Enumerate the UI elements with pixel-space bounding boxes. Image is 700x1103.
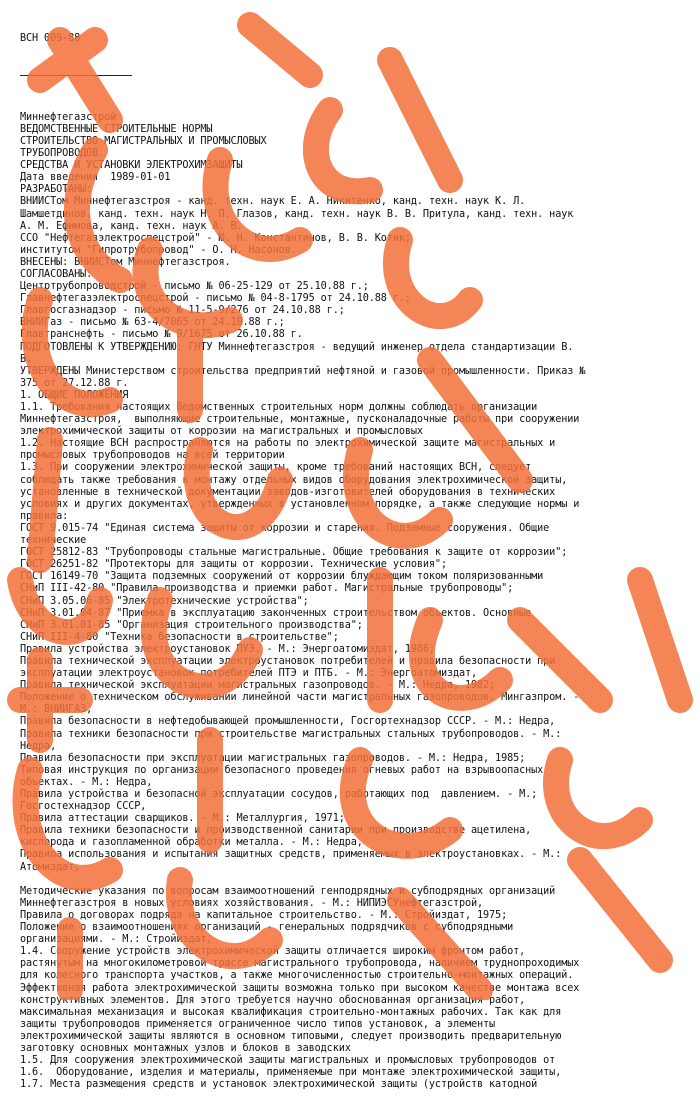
document-line: технические — [20, 535, 87, 547]
document-line: соблюдать также требования к монтажу отдельных видов оборудования электрохимической защиты, — [20, 474, 568, 486]
document-code: ВСН 009-88 — [20, 33, 81, 45]
document-line: УТВЕРЖДЕНЫ Министерством строительства предприятий нефтяной и газовой промышленности. Приказ № — [20, 365, 586, 377]
document-line: эксплуатации электроустановок потребителей ПТЭ и ПТБ. - М.: Энергоатомиздат, — [20, 668, 478, 680]
document-line: объектах. - М.: Недра, — [20, 776, 153, 788]
document-line: организациями. - М.: Стройиздат, — [20, 934, 213, 946]
document-line: Недра, — [20, 740, 57, 752]
document-line: Правила устройства и безопасной эксплуатации сосудов, работающих под давлением. - М.; — [20, 789, 538, 800]
document-line: Главтранснефть - письмо № 9/1675 от 26.10.88 г. — [20, 329, 303, 341]
document-line — [20, 874, 690, 886]
document-body — [20, 112, 690, 1092]
document-line: СНиП 3.05.06-85 "Электротехнические устройства"; — [20, 595, 309, 607]
document-line: ГОСТ 16149-70 "Защита подземных сооружений от коррозии блуждающим током поляризованными — [20, 571, 544, 583]
document-line: промысловых трубопроводов на всей территории — [20, 450, 285, 462]
document-line: Правила аттестации сварщиков. - М.: Металлургия, 1971; — [20, 813, 345, 825]
document-line: Типовая инструкция по организации безопасного проведения огневых работ на взрывоопасных — [20, 764, 544, 776]
document-line: СНиП 3.01.01-85 "Организация строительного производства"; — [20, 619, 363, 631]
document-text — [20, 9, 690, 1103]
document-line: СТРОИТЕЛЬСТВО МАГИСТРАЛЬНЫХ И ПРОМЫСЛОВЫХ — [20, 135, 267, 147]
document-line: Госгостехнадзор СССР, — [20, 801, 147, 813]
document-line: Атомиздат, — [20, 861, 81, 873]
document-line: Шамшетдинов, канд. техн. наук Н. П. Глазов, канд. техн. наук В. В. Притула, канд. техн. наук — [20, 208, 574, 220]
document-line: 1.6. Оборудование, изделия и материалы, применяемые при монтаже электрохимической защиты, — [20, 1067, 562, 1079]
document-line: СОГЛАСОВАНЫ: — [20, 268, 93, 280]
document-line: А. М. Ефимова, канд. техн. наук А. В. — [20, 220, 243, 232]
document-line: СНиП III-42-80 "Правила производства и приемки работ. Магистральные трубопроводы"; — [20, 583, 514, 595]
document-line: 1.5. Для сооружения электрохимической защиты магистральных и промысловых трубопроводов от — [20, 1055, 556, 1067]
document-line: Правила устройства электроустановок ПУЭ. - М.: Энергоатомиздат, 1986; — [20, 643, 435, 655]
document-line: электрохимической защиты являются в основном типовыми, следует производить предварительную — [20, 1030, 562, 1042]
document-line: Главгосгазнадзор - письмо № 11-5-9/276 от 24.10.88 г.; — [20, 305, 345, 317]
document-line: Правила использования и испытания защитных средств, применяемых в электроустановках. - М.: — [20, 849, 562, 861]
document-line: Миннефтегазстрой — [20, 111, 117, 123]
document-line: 1. ОБЩИЕ ПОЛОЖЕНИЯ — [20, 389, 129, 401]
document-line: Дата введения 1989-01-01 — [20, 172, 171, 184]
document-line: СНиП III-4-80 "Техника безопасности в строительстве"; — [20, 631, 339, 643]
document-line: кислорода и газопламенной обработки металла. - М.: Недра, — [20, 837, 363, 849]
document-line: заготовку основных монтажных узлов и блоков в заводских — [20, 1042, 351, 1054]
document-line: ГОСТ 9.015-74 "Единая система защиты от коррозии и старения. Подземные сооружения. Общие — [20, 522, 550, 534]
document-line: Положение о взаимоотношениях организаций - генеральных подрядчиков с субподрядными — [20, 922, 514, 934]
document-line: Эффективная работа электрохимической защиты возможна только при высоком качестве монтажа всех — [20, 982, 580, 994]
document-line: 375 от 27.12.88 г. — [20, 377, 129, 389]
document-line: 1.4. Сооружение устройств электрохимической защиты отличается широким фронтом работ, — [20, 946, 526, 958]
document-line: Правила техники безопасности и производственной санитарии при производстве ацетилена, — [20, 825, 532, 837]
document-line: СНиП 3.01.04-87 "Приемка в эксплуатацию законченных строительством объектов. Основные — [20, 607, 532, 619]
document-line: Методические указания по вопросам взаимоотношений генподрядных и субподрядных организаций — [20, 885, 556, 897]
document-line: институтом "Гипротрубопровод" - О. Н. Насонов. — [20, 244, 297, 256]
document-line: В. — [20, 353, 33, 365]
document-line: ССО "Нефтегазэлектроспецстрой" - Ю. Н. Константинов, В. В. Котик; — [20, 232, 411, 244]
document-line: конструктивных элементов. Для этого требуется научно обоснованная организация работ, — [20, 994, 526, 1006]
document-line: РАЗРАБОТАНЫ: — [20, 184, 93, 196]
document-line: правила: — [20, 510, 69, 522]
document-line: защиты трубопроводов применяется ограниченное число типов установок, а элементы — [20, 1018, 496, 1030]
document-line: Центртрубопроводстрой - письмо № 06-25-129 от 25.10.88 г.; — [20, 281, 369, 293]
header-divider — [20, 75, 690, 87]
document-line: ГОСТ 25812-83 "Трубопроводы стальные магистральные. Общие требования к защите от коррозии"; — [20, 547, 568, 559]
document-line: Правила технической эксплуатации магистральных газопроводов. - М.: Недра, 1982; — [20, 680, 496, 692]
document-line: Правила технической эксплуатации электроустановок потребителей и правила безопасности при — [20, 655, 556, 667]
document-line: 1.7. Места размещения средств и установок электрохимической защиты (устройств катодной — [20, 1079, 538, 1091]
document-line: условиях и других документах, утвержденных в установленном порядке, а также следующие нормы и — [20, 498, 580, 510]
document-line: 1.1. Требования настоящих Ведомственных строительных норм должны соблюдать организации — [20, 402, 538, 413]
document-line: СРЕДСТВА И УСТАНОВКИ ЭЛЕКТРОХИМЗАЩИТЫ — [20, 160, 243, 172]
document-line: Правила техники безопасности при строительстве магистральных стальных трубопроводов. - М.: — [20, 728, 562, 740]
document-line: Правила безопасности в нефтедобывающей промышленности, Госгортехнадзор СССР. - М.: Недра, — [20, 716, 556, 728]
document-line: ВЕДОМСТВЕННЫЕ СТРОИТЕЛЬНЫЕ НОРМЫ — [20, 123, 213, 135]
document-line: 1.2. Настоящие ВСН распространяются на работы по электрохимической защите магистральных и — [20, 438, 556, 450]
document-line: ВНЕСЕНЫ: ВНИИСТом Миннефтегазстроя. — [20, 256, 231, 268]
document-line: ТРУБОПРОВОДОВ. — [20, 148, 105, 160]
document-line: М.: ВНИИГАЗ, — [20, 704, 93, 716]
document-line: Положение о техническом обслуживании линейной части магистральных газопроводов. Мингазпром. - — [20, 692, 580, 704]
document-line: ПОДГОТОВЛЕНЫ К УТВЕРЖДЕНИЮ: ГНТУ Миннефтегазстроя - ведущий инженер отдела стандартизации В. — [20, 341, 574, 353]
document-line: ГОСТ 26251-82 "Протекторы для защиты от коррозии. Технические условия"; — [20, 559, 447, 571]
document-line: электрохимической защиты от коррозии на магистральных и промысловых — [20, 426, 423, 438]
document-line: Главнефтегазэлектроспецстрой - письмо № 04-8-1795 от 24.10.88 г.; — [20, 293, 411, 305]
document-line: ВНИИСТом Миннефтегазстроя - канд. техн. наук Е. А. Никитенко, канд. техн. наук К. Л. — [20, 196, 526, 208]
document-line: Миннефтегазстроя в новых условиях хозяйствования. - М.: НИПИЭСУнефтегазстрой, — [20, 897, 484, 909]
document-line: для колесного транспорта участков, а также многочисленностью строительно-монтажных операций. — [20, 970, 574, 982]
document-line: растянутым на многокилометровой трассе магистрального трубопровода, наличием труднопроходимых — [20, 958, 580, 970]
document-line: Миннефтегазстроя, выполняющие строительные, монтажные, пусконаладочные работы при сооружении — [20, 414, 580, 426]
document-line: установленные в технической документации заводов-изготовителей оборудования в технических — [20, 486, 556, 498]
document-line: ВНИИГаз - письмо № 63-4/7065 от 24.10.88 г.; — [20, 317, 285, 329]
document-line: максимальная механизация и высокая квалификация строительно-монтажных рабочих. Так как для — [20, 1006, 562, 1018]
document-line: Правила о договорах подряда на капитальное строительство. - М.: Стройиздат, 1975; — [20, 909, 508, 921]
document-line: 1.3. При сооружении электрохимической защиты, кроме требований настоящих ВСН, следует — [20, 462, 532, 474]
document-line: Правила безопасности при эксплуатации магистральных газопроводов. - М.: Недра, 1985; — [20, 752, 526, 764]
